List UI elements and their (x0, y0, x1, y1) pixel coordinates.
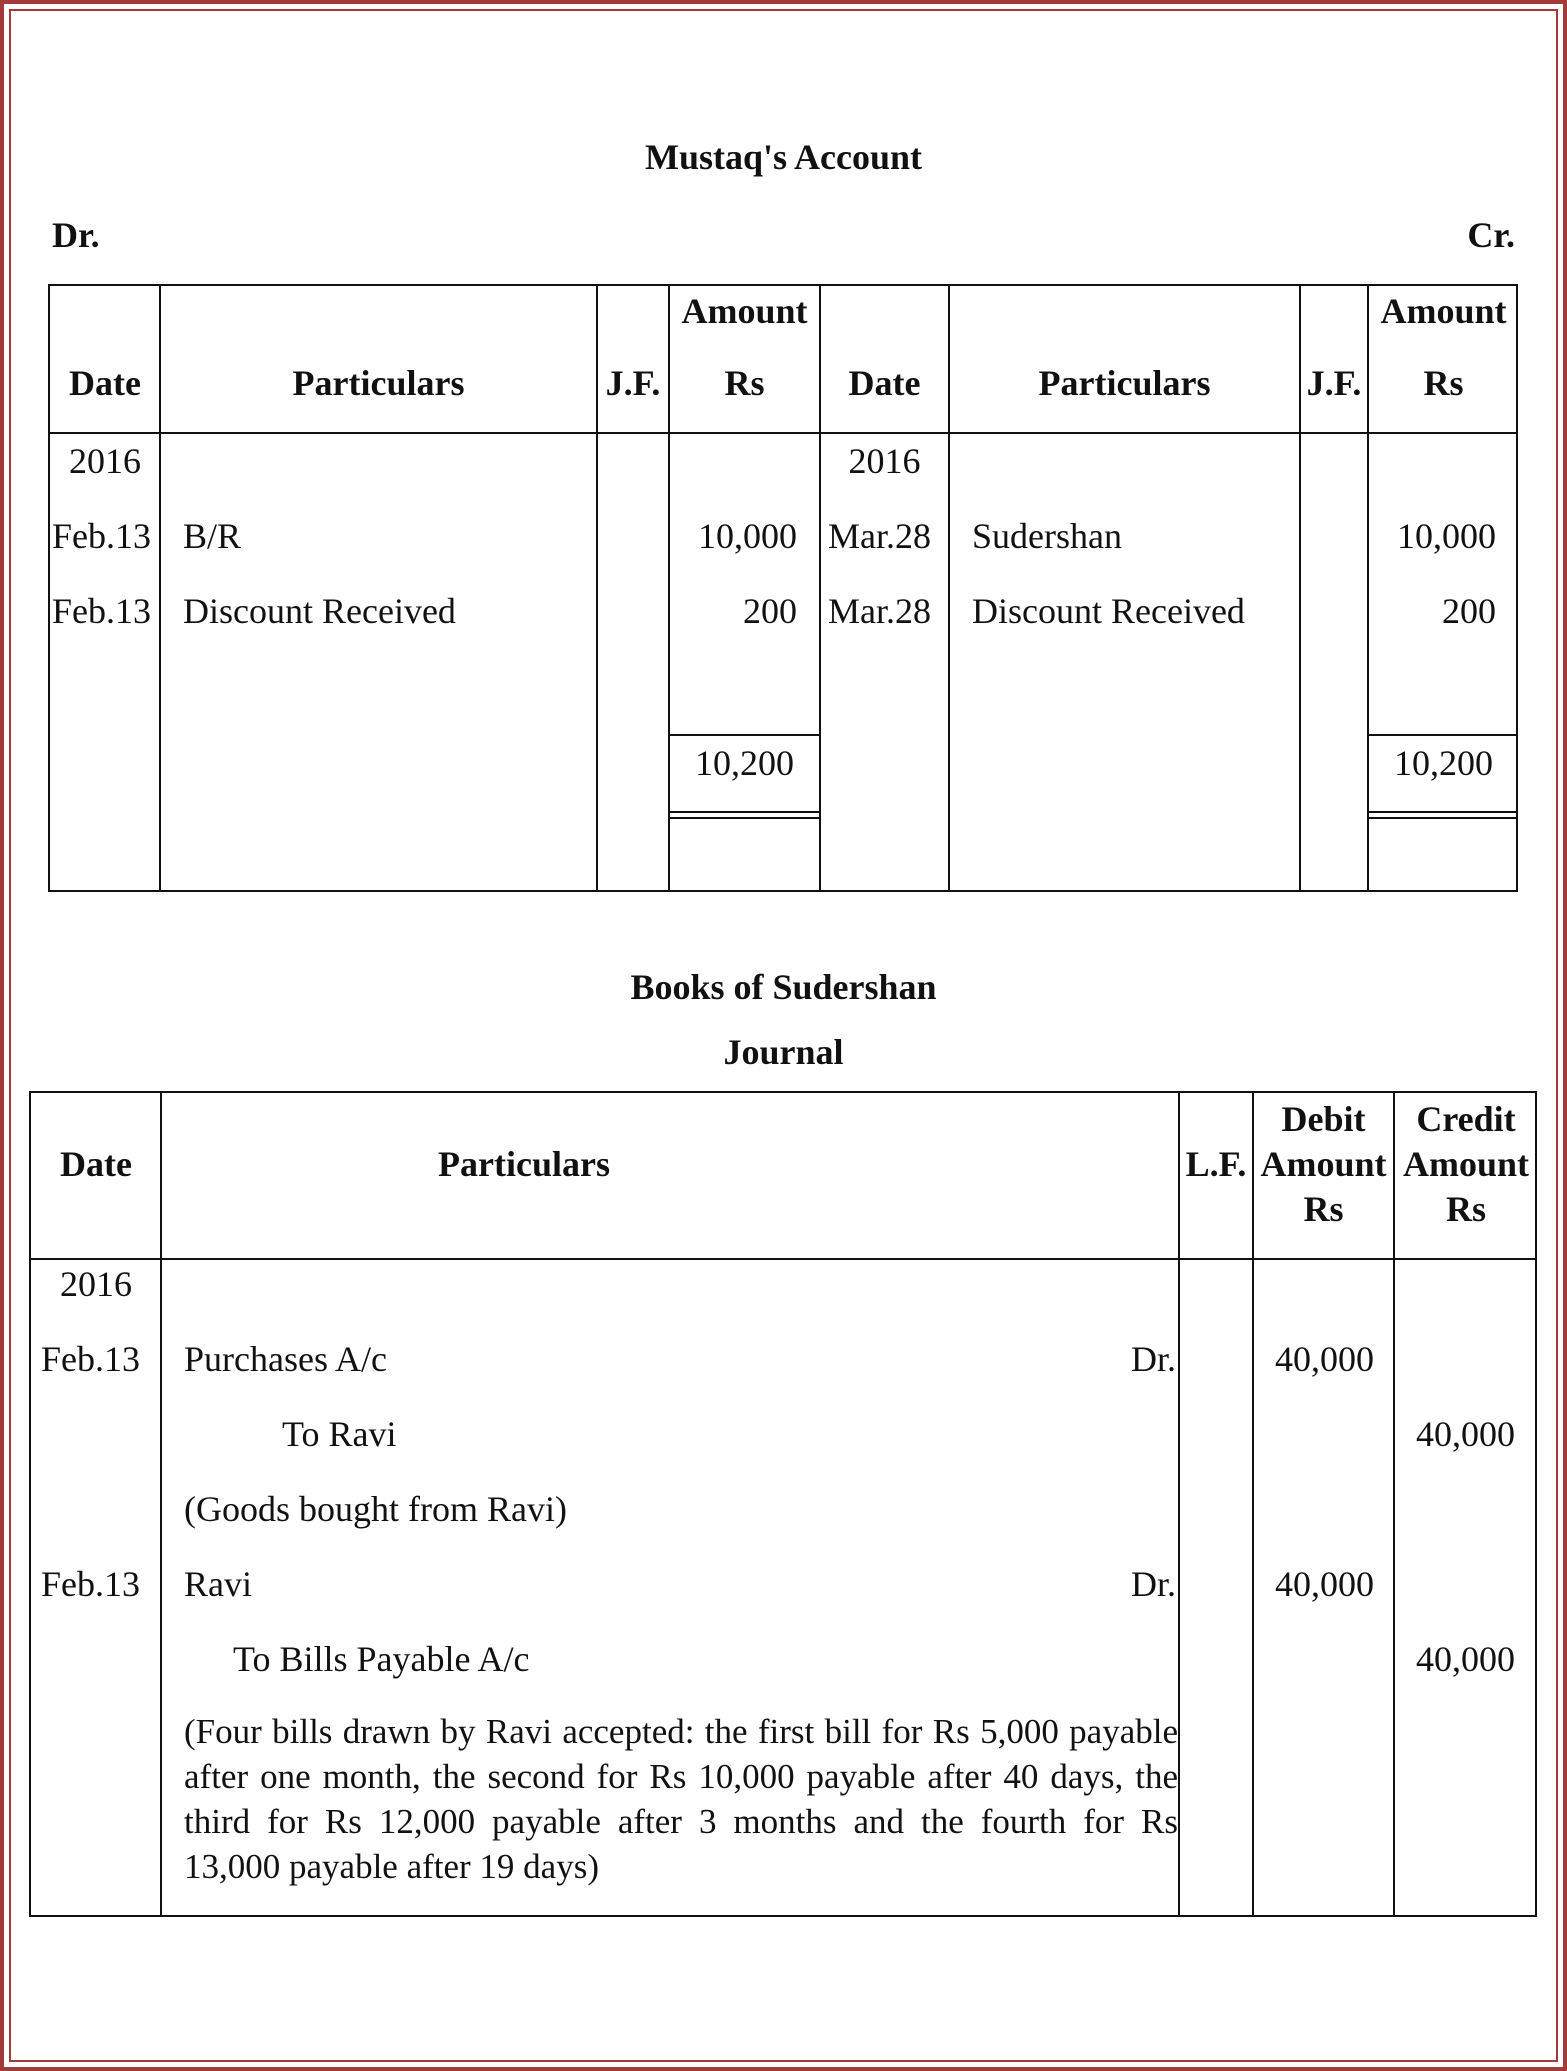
ledger-header-amount-cr: Amount (1380, 291, 1507, 331)
ledger-header-jf-cr: J.F. (1306, 363, 1362, 403)
journal-subtitle: Journal (723, 1032, 844, 1072)
journal-header-credit-rs: Rs (1445, 1189, 1486, 1229)
journal-year: 2016 (60, 1264, 132, 1304)
journal-debit-amount: 40,000 (1275, 1339, 1374, 1379)
journal-entry-date: Feb.13 (41, 1564, 140, 1604)
journal-header-particulars: Particulars (438, 1144, 610, 1184)
journal-debit-account: Purchases A/c (184, 1339, 387, 1379)
journal-debit-amount: 40,000 (1275, 1564, 1374, 1604)
ledger-total-credit: 10,200 (1394, 743, 1493, 783)
ledger-credit-particulars: Discount Received (972, 591, 1245, 631)
journal-credit-amount: 40,000 (1416, 1639, 1515, 1679)
journal-dr-label: Dr. (1131, 1564, 1176, 1604)
journal-header-debit: Debit (1281, 1099, 1366, 1139)
ledger-header-particulars-dr: Particulars (292, 363, 465, 403)
journal-header-date: Date (60, 1144, 132, 1184)
ledger-debit-date: Feb.13 (52, 591, 151, 631)
journal-header-credit: Credit (1416, 1099, 1516, 1139)
ledger-debit-amount: 10,000 (698, 516, 797, 556)
journal-title: Books of Sudershan (630, 967, 937, 1007)
ledger-header-date-cr: Date (848, 363, 921, 403)
ledger-year-cr: 2016 (848, 441, 921, 481)
ledger-credit-date: Mar.28 (828, 591, 931, 631)
ledger-header-rs-cr: Rs (1423, 363, 1464, 403)
journal-header-lf: L.F. (1185, 1144, 1247, 1184)
journal-header-debit-rs: Rs (1303, 1189, 1344, 1229)
ledger-header-rs-dr: Rs (724, 363, 765, 403)
ledger-credit-date: Mar.28 (828, 516, 931, 556)
journal-dr-label: Dr. (1131, 1339, 1176, 1379)
ledger-credit-amount: 200 (1442, 591, 1496, 631)
journal-header-debit-amount: Amount (1260, 1144, 1387, 1184)
journal-credit-amount: 40,000 (1416, 1414, 1515, 1454)
journal-entry-date: Feb.13 (41, 1339, 140, 1379)
journal-credit-account: To Bills Payable A/c (233, 1639, 530, 1679)
ledger-credit-amount: 10,000 (1397, 516, 1496, 556)
ledger-total-debit: 10,200 (695, 743, 794, 783)
journal-credit-account: To Ravi (282, 1414, 397, 1454)
journal-narration: (Goods bought from Ravi) (184, 1489, 567, 1529)
ledger-debit-particulars: B/R (183, 516, 242, 556)
ledger-debit-particulars: Discount Received (183, 591, 456, 631)
journal-header-credit-amount: Amount (1402, 1144, 1530, 1184)
cr-label: Cr. (1467, 215, 1515, 255)
ledger-header-amount-dr: Amount (681, 291, 808, 331)
dr-label: Dr. (52, 215, 100, 255)
ledger-debit-date: Feb.13 (52, 516, 151, 556)
journal-narration: (Four bills drawn by Ravi accepted: the first bill for Rs 5,000 payable after one month, the second for Rs 10,000 payable after 40 days, the third for Rs 12,000 payable after 3 months and the fourth for Rs 13,000 payable after 19 days) (184, 1712, 1178, 1886)
ledger-header-jf-dr: J.F. (605, 363, 661, 403)
ledger-header-particulars-cr: Particulars (1038, 363, 1211, 403)
ledger-year-dr: 2016 (69, 441, 141, 481)
ledger-credit-particulars: Sudershan (972, 516, 1122, 556)
journal-debit-account: Ravi (184, 1564, 252, 1604)
ledger-header-date-dr: Date (69, 363, 141, 403)
ledger-debit-amount: 200 (743, 591, 797, 631)
ledger-title: Mustaq's Account (644, 137, 923, 177)
